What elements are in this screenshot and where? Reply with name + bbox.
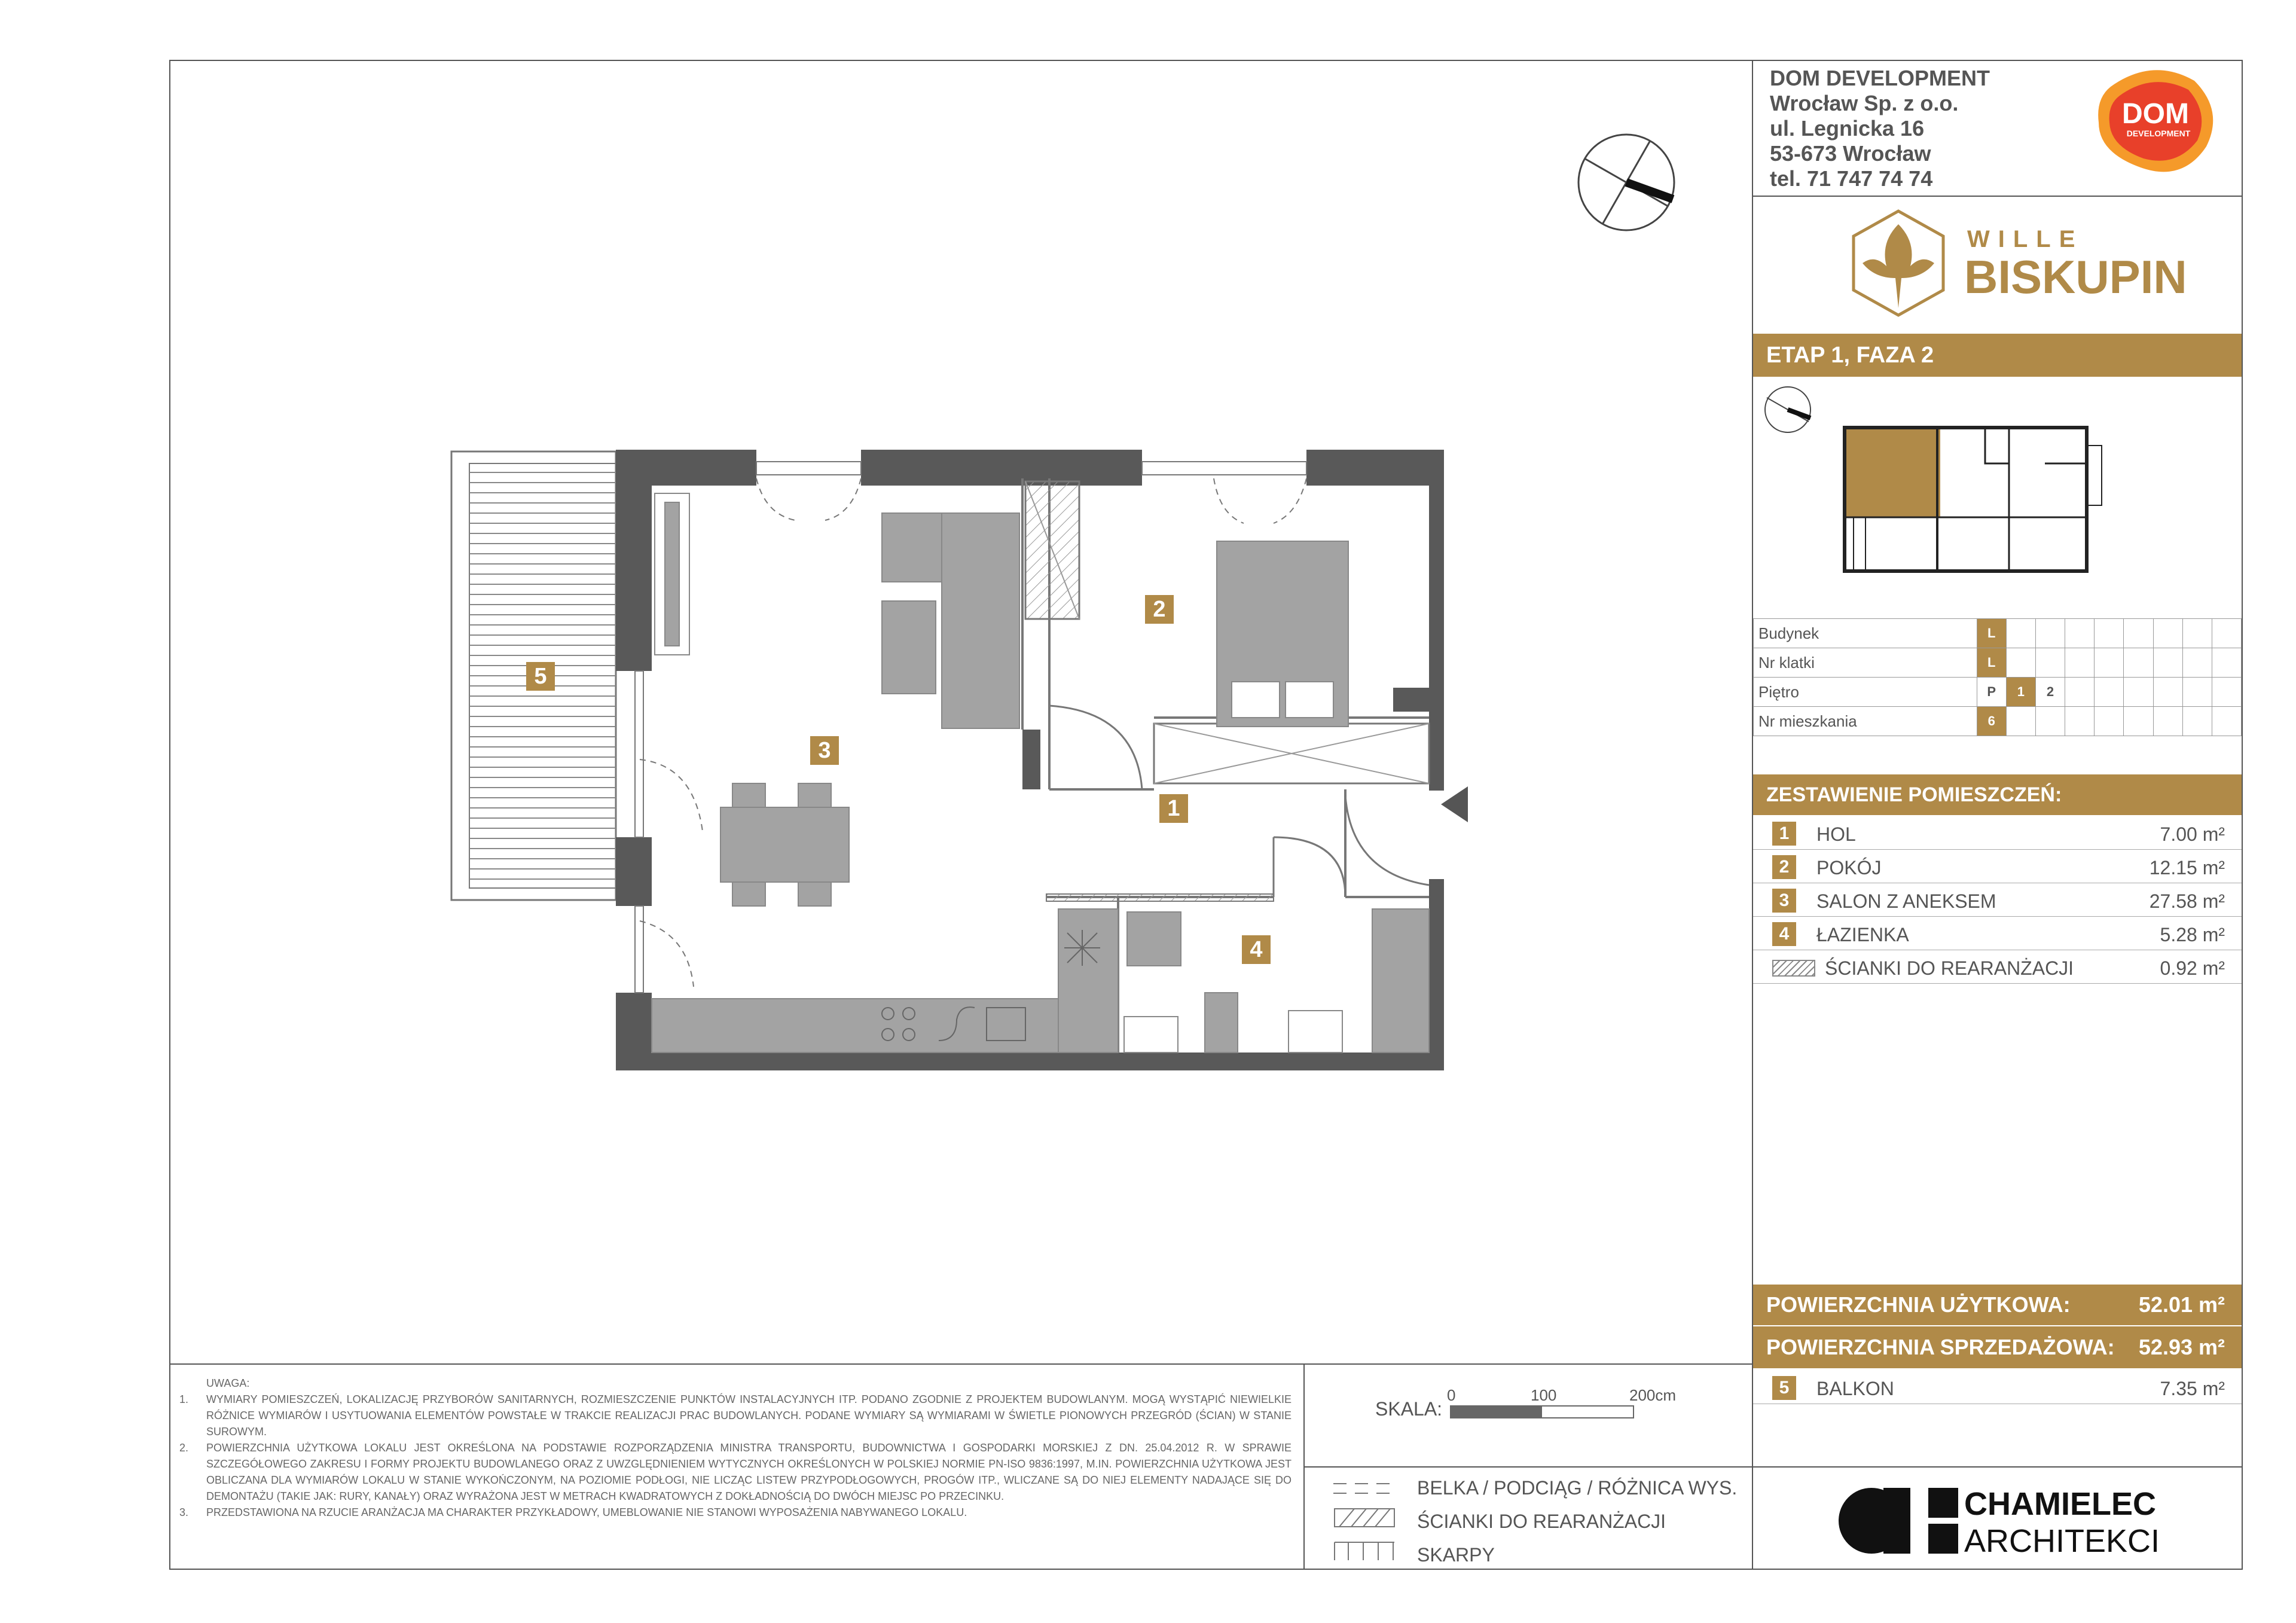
architect-name-line2: ARCHITEKCI [1964, 1523, 2160, 1559]
rooms-header-label: ZESTAWIENIE POMIESZCZEŃ: [1766, 783, 2062, 806]
north-compass-icon [1567, 123, 1686, 242]
reveal-icon [1335, 1542, 1394, 1560]
table-cell [2182, 619, 2212, 648]
notes [179, 1375, 1292, 1521]
room-name: SALON Z ANEKSEM [1816, 890, 1996, 912]
entrance-arrow-icon [1441, 786, 1468, 822]
room-number: 5 [1772, 1376, 1796, 1400]
washer [1127, 912, 1181, 966]
architect-name-line1: CHAMIELEC [1964, 1486, 2156, 1522]
table-cell [2095, 648, 2124, 678]
table-cell [2212, 678, 2241, 707]
plan-room-label: 3 [810, 736, 839, 765]
table-cell [2153, 707, 2182, 736]
note-number: 2. [179, 1442, 189, 1454]
note-item [179, 1392, 1292, 1440]
company-line: tel. 71 747 74 74 [1770, 166, 1933, 191]
table-cell [2095, 619, 2124, 648]
room-name: ŚCIANKI DO REARANŻACJI [1825, 957, 2074, 979]
scale-tick: 100 [1531, 1386, 1557, 1404]
room-row [1753, 816, 2242, 850]
table-cell: 1 [2006, 678, 2035, 707]
stage-bar [1753, 334, 2242, 377]
key-plan [1758, 386, 2242, 583]
logo-subtext: DEVELOPMENT [2126, 129, 2191, 138]
doors [1049, 706, 1429, 897]
oak-leaf-icon [1839, 206, 1958, 320]
bathtub [1372, 909, 1429, 1052]
room-area: 7.00 m² [2160, 823, 2225, 845]
room-number: 3 [1772, 889, 1796, 913]
unit-table [1753, 618, 2242, 736]
table-cell [2035, 619, 2065, 648]
note-item [179, 1505, 1292, 1521]
balcony-row [1753, 1371, 2242, 1404]
note-item [179, 1440, 1292, 1505]
sale-area-bar [1753, 1326, 2242, 1368]
table-cell: 2 [2035, 678, 2065, 707]
table-cell [2095, 707, 2124, 736]
room-area: 12.15 m² [2149, 857, 2225, 878]
note-text: PRZEDSTAWIONA NA RZUCIE ARANŻACJA MA CHARAKTER PRZYKŁADOWY, UMEBLOWANIE NIE STANOWI WYPOSAŻENIA NABYWANEGO LOKALU. [206, 1506, 967, 1518]
table-cell [2124, 619, 2153, 648]
room-name: HOL [1816, 823, 1856, 845]
stage-label: ETAP 1, FAZA 2 [1766, 342, 1934, 368]
room-row [1753, 883, 2242, 917]
company-line: ul. Legnicka 16 [1770, 116, 1925, 141]
room-row [1753, 850, 2242, 883]
room-number: 4 [1772, 922, 1796, 946]
table-cell [2035, 648, 2065, 678]
key-plan-compass-icon [1765, 387, 1810, 432]
row-label: Nr mieszkania [1754, 707, 1977, 736]
room-number: 1 [1772, 822, 1796, 846]
notes-title: UWAGA: [206, 1377, 250, 1389]
floor-plan [442, 437, 1471, 1106]
table-cell: 6 [1977, 707, 2006, 736]
usable-area-label: POWIERZCHNIA UŻYTKOWA: [1766, 1292, 2071, 1317]
legend-item: BELKA / PODCIĄG / RÓŻNICA WYS. [1417, 1477, 1738, 1499]
dashed-line-icon [1333, 1484, 1396, 1493]
divider [1753, 196, 2242, 197]
company-address [1770, 66, 1990, 191]
sofa [942, 513, 1019, 728]
table-cell [2182, 678, 2212, 707]
table-cell [2065, 619, 2095, 648]
dom-development-logo [2087, 63, 2221, 176]
note-text: POWIERZCHNIA UŻYTKOWA LOKALU JEST OKREŚLONA NA PODSTAWIE ROZPORZĄDZENIA MINISTRA TRANSPORTU, BUDOWNICTWA I GOSPODARKI MORSKIEJ Z DN. 25.04.2012 R. W SPRAWIE SZCZEGÓŁOWEGO ZAKRESU I FORMY PROJEKTU BUDOWLANEGO ORAZ Z UWZGLĘDNIENIEM WYTYCZNYCH OKREŚLONYCH W POLSKIEJ NORMIE PN-ISO 9836:1997, M.IN. POWIERZCHNIA UŻYTKOWA JEST OBLICZANA DLA WYMIARÓW LOKALU W STANIE WYKOŃCZONYM, NA POZIOMIE PODŁOGI, NIE LICZĄC LISTEW PRZYPODŁOGOWYCH, PROGÓW ITP., WLICZANE SĄ DO NIEJ ELEMENTY NADAJĄCE SIĘ DO DEMONTAŻU (TAKIE JAK: RURY, KANAŁY) ORAZ WYRAŻONA JEST W METRACH KWADRATOWYCH Z DOKŁADNOŚCIĄ DO DWÓCH MIEJSC PO PRZECINKU. [206, 1442, 1292, 1502]
table-row [1754, 648, 2242, 678]
hatch-icon [1772, 960, 1815, 977]
table-cell [2065, 648, 2095, 678]
plan-room-label: 5 [526, 662, 555, 691]
table-cell [2212, 707, 2241, 736]
armchair [882, 513, 942, 582]
scale-label: SKALA: [1375, 1398, 1443, 1420]
project-logo-top: WILLE [1967, 226, 2084, 252]
rooms-header [1753, 774, 2242, 815]
table-cell: P [1977, 678, 2006, 707]
room-area: 5.28 m² [2160, 924, 2225, 945]
legend-item: ŚCIANKI DO REARANŻACJI [1417, 1511, 1666, 1532]
scale-bar [1450, 1405, 1543, 1418]
side-table [882, 601, 936, 694]
sale-area-value: 52.93 m² [2138, 1335, 2225, 1359]
fridge [1058, 909, 1118, 1052]
row-label: Budynek [1754, 619, 1977, 648]
room-name: POKÓJ [1816, 857, 1882, 878]
legend-item: SKARPY [1417, 1544, 1495, 1566]
table-cell [2182, 707, 2212, 736]
toilet [1205, 993, 1238, 1052]
room-number: 2 [1772, 855, 1796, 879]
usable-area-bar [1753, 1285, 2242, 1326]
table-cell [2006, 707, 2035, 736]
legend-icons [1333, 1480, 1399, 1564]
table-cell: L [1977, 648, 2006, 678]
room-row [1753, 950, 2242, 984]
table-cell [2153, 619, 2182, 648]
table-row [1754, 619, 2242, 648]
table-cell [2212, 619, 2241, 648]
architect-logo-icon [1839, 1488, 1910, 1554]
room-area: 27.58 m² [2149, 890, 2225, 912]
company-line: DOM DEVELOPMENT [1770, 66, 1990, 90]
table-cell [2095, 678, 2124, 707]
sale-area-label: POWIERZCHNIA SPRZEDAŻOWA: [1766, 1335, 2115, 1359]
scale-bar [1541, 1405, 1634, 1418]
divider [169, 1363, 1753, 1365]
room-area: 7.35 m² [2160, 1378, 2225, 1399]
scale-tick: 200cm [1629, 1386, 1677, 1404]
table-cell [2212, 648, 2241, 678]
scale-tick: 0 [1447, 1386, 1456, 1404]
divider [1303, 1466, 2242, 1468]
table-cell [2035, 707, 2065, 736]
plan-room-label: 4 [1242, 935, 1271, 964]
table-cell [2006, 648, 2035, 678]
table-cell [2124, 648, 2153, 678]
table-cell [2124, 707, 2153, 736]
room-name: ŁAZIENKA [1816, 924, 1909, 945]
project-logo-bottom: BISKUPIN [1964, 251, 2187, 303]
room-name: BALKON [1816, 1378, 1894, 1399]
company-line: 53-673 Wrocław [1770, 141, 1931, 166]
room-area: 0.92 m² [2160, 957, 2225, 979]
table-cell [2153, 648, 2182, 678]
note-number: 3. [179, 1506, 189, 1518]
table-row [1754, 678, 2242, 707]
table-cell [2065, 707, 2095, 736]
table-cell [2124, 678, 2153, 707]
row-label: Piętro [1754, 678, 1977, 707]
plan-room-label: 1 [1159, 794, 1188, 823]
logo-text: DOM [2122, 98, 2189, 130]
plan-room-label: 2 [1145, 595, 1174, 624]
room-row [1753, 917, 2242, 950]
hatch-icon [1335, 1509, 1394, 1527]
table-cell [2006, 619, 2035, 648]
table-cell: L [1977, 619, 2006, 648]
table-cell [2065, 678, 2095, 707]
table-cell [2182, 648, 2212, 678]
dining-table [720, 807, 849, 882]
kitchen-counter [652, 999, 1118, 1052]
company-line: Wrocław Sp. z o.o. [1770, 91, 1959, 115]
row-label: Nr klatki [1754, 648, 1977, 678]
note-text: WYMIARY POMIESZCZEŃ, LOKALIZACJĘ PRZYBORÓW SANITARNYCH, ROZMIESZCZENIE PUNKTÓW INSTALACYJNYCH ITP. PODANO ZGODNIE Z PROJEKTEM BUDOWLANYM. MOGĄ WYSTĄPIĆ NIEWIELKIE RÓŻNICE WYMIARÓW I USYTUOWANIA ELEMENTÓW POWSTAŁE W TRAKCIE REALIZACJI PRAC BUDOWLANYCH. PODANE WYMIARY SĄ WYMIARAMI W ŚWIETLE PIONOWYCH PRZEGRÓD (ŚCIAN) W STANIE SUROWYM. [206, 1393, 1292, 1438]
table-cell [2153, 678, 2182, 707]
usable-area-value: 52.01 m² [2138, 1292, 2225, 1317]
table-row [1754, 707, 2242, 736]
note-number: 1. [179, 1393, 189, 1405]
washbasin [1289, 1011, 1342, 1052]
